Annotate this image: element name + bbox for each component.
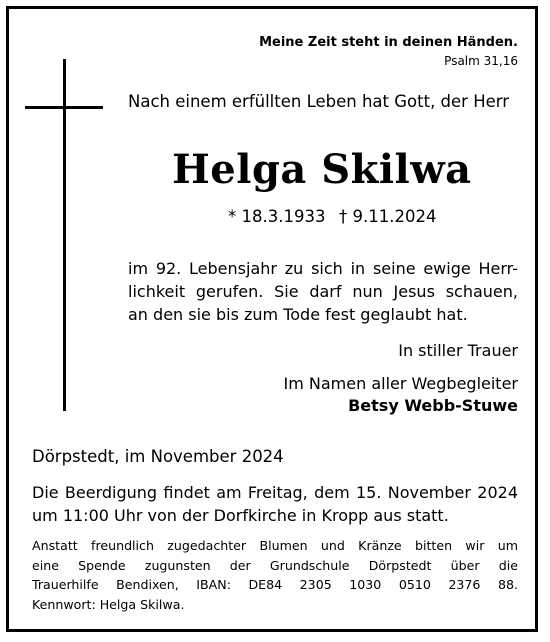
donation-line: Anstatt freundlich zugedachter Blumen und Kränze bitten wir um (32, 538, 518, 553)
donation-line: eine Spende zugunsten der Grundschule Dörpstedt über die (32, 557, 518, 573)
mourning-text: In stiller Trauer (398, 341, 518, 360)
funeral-line: um 11:00 Uhr von der Dorfkirche in Kropp aus statt. (32, 506, 449, 525)
signer-name: Betsy Webb-Stuwe (348, 396, 518, 415)
birth-date: * 18.3.1933 (228, 207, 326, 226)
motto-source: Psalm 31,16 (444, 54, 518, 68)
body-line: im 92. Lebensjahr zu sich in seine ewige Herr- (128, 259, 518, 278)
donation-line: Kennwort: Helga Skilwa. (32, 596, 185, 612)
place-date: Dörpstedt, im November 2024 (32, 447, 284, 466)
donation-info (32, 536, 518, 614)
body-line: an den sie bis zum Tode fest geglaubt hat. (128, 305, 468, 324)
funeral-line: Die Beerdigung findet am Freitag, dem 15. November 2024 (32, 483, 518, 502)
intro-line: Nach einem erfüllten Leben hat Gott, der Herr (128, 92, 510, 111)
cross-icon-horizontal (25, 106, 103, 109)
body-line: lichkeit gerufen. Sie darf nun Jesus schauen, (128, 282, 518, 301)
on-behalf-text: Im Namen aller Wegbegleiter (283, 374, 518, 393)
cross-icon-vertical (63, 59, 66, 411)
death-date: † 9.11.2024 (339, 207, 437, 226)
funeral-info (32, 481, 518, 527)
deceased-name: Helga Skilwa (172, 146, 472, 193)
motto-quote: Meine Zeit steht in deinen Händen. (259, 35, 518, 50)
body-paragraph (128, 257, 518, 326)
donation-line: Trauerhilfe Bendixen, IBAN: DE84 2305 1030 0510 2376 88. (32, 577, 518, 592)
